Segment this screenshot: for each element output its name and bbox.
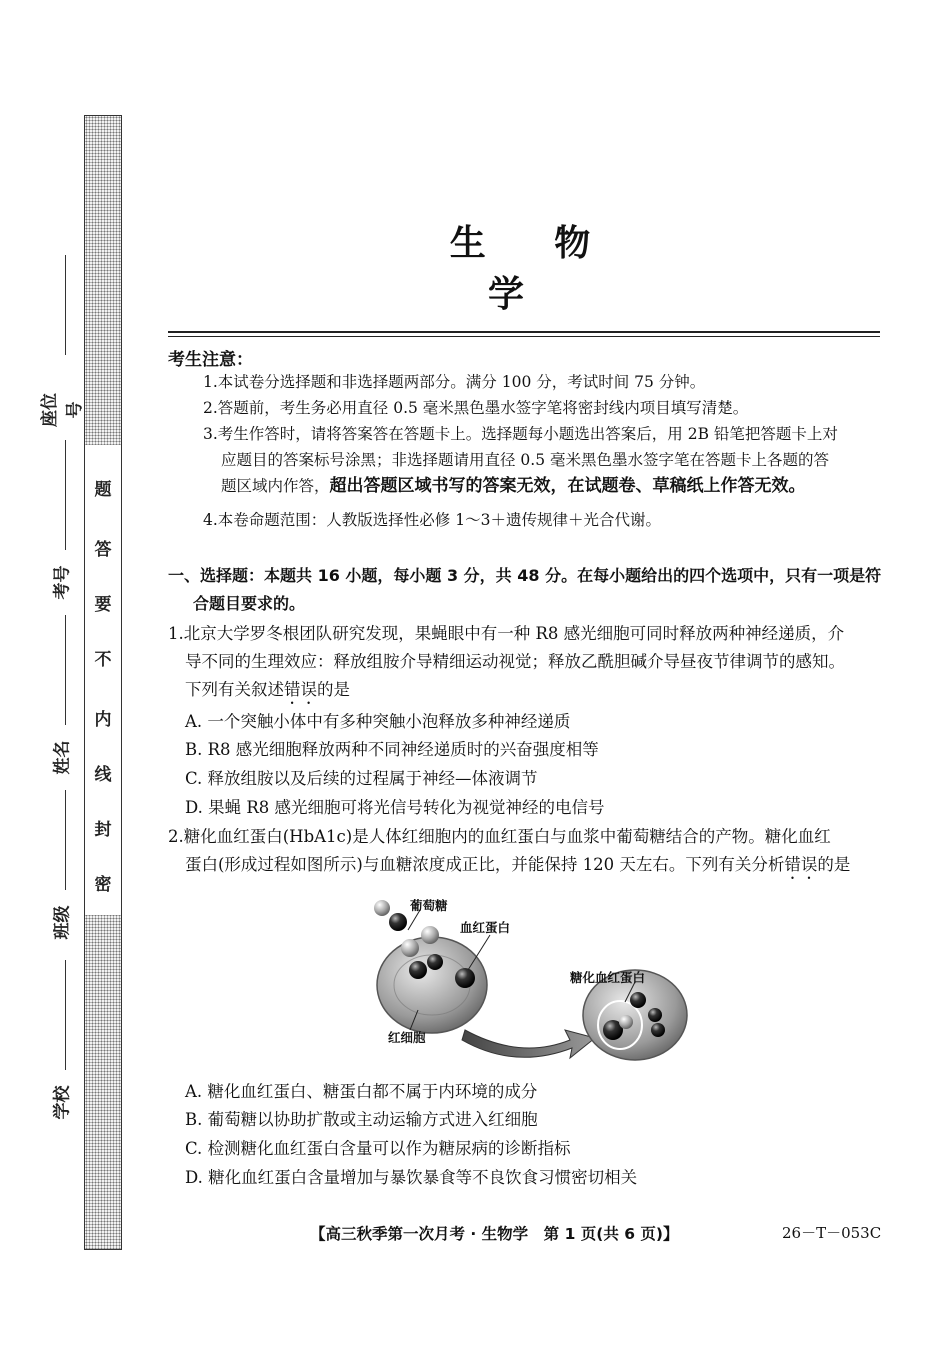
seal-char: 密 xyxy=(94,875,112,895)
class-label: 班级 xyxy=(52,905,73,940)
notice-line-1: 1.本试卷分选择题和非选择题两部分。满分 100 分，考试时间 75 分钟。 xyxy=(203,373,706,391)
seat-number-line[interactable] xyxy=(65,255,66,355)
transformation-arrow-icon xyxy=(462,1030,595,1058)
q1-option-b: B. R8 感光细胞释放两种不同神经递质时的兴奋强度相等 xyxy=(185,740,599,759)
notice-line-3c-bold: 超出答题区域书写的答案无效，在试题卷、草稿纸上作答无效。 xyxy=(329,476,806,496)
notice-line-4: 4.本卷命题范围：人教版选择性必修 1～3＋遗传规律＋光合代谢。 xyxy=(203,511,661,529)
glucose-icon xyxy=(421,926,439,944)
q1-line-1: 1.北京大学罗冬根团队研究发现，果蝇眼中有一种 R8 感光细胞可同时释放两种神经递质，介 xyxy=(168,624,845,643)
seat-number-label: 座位号 xyxy=(40,393,85,427)
glycated-hemoglobin-icon xyxy=(619,1015,633,1029)
school-line[interactable] xyxy=(65,960,66,1070)
q1-option-d: D. 果蝇 R8 感光细胞可将光信号转化为视觉神经的电信号 xyxy=(185,798,605,817)
seal-char: 线 xyxy=(94,765,112,785)
figure-label-glycated: 糖化血红蛋白 xyxy=(570,970,646,985)
q1-option-a: A. 一个突触小体中有多种突触小泡释放多种神经递质 xyxy=(185,712,571,731)
section-heading-line-1: 一、选择题：本题共 16 小题，每小题 3 分，共 48 分。在每小题给出的四个选项中，只有一项是符 xyxy=(168,566,882,585)
q1-option-c: C. 释放组胺以及后续的过程属于神经—体液调节 xyxy=(185,769,538,788)
q2-option-b: B. 葡萄糖以协助扩散或主动运输方式进入红细胞 xyxy=(185,1110,538,1129)
section-heading-line-2: 合题目要求的。 xyxy=(193,594,306,613)
section-heading xyxy=(168,562,883,618)
notice-line-3a: 3.考生作答时，请将答案答在答题卡上。选择题每小题选出答案后，用 2B 铅笔把答题卡上对 xyxy=(203,425,838,443)
seal-char: 不 xyxy=(94,650,112,670)
notice-line-2: 2.答题前，考生务必用直径 0.5 毫米黑色墨水签字笔将密封线内项目填写清楚。 xyxy=(203,399,749,417)
name-line[interactable] xyxy=(65,615,66,725)
notice-line-3c xyxy=(221,476,806,496)
q1-line-3-pre: 下列有关叙述 xyxy=(185,680,284,699)
hemoglobin-icon xyxy=(651,1023,665,1037)
paper-code: 26－T－053C xyxy=(782,1224,882,1242)
exam-number-label: 考号 xyxy=(52,565,73,600)
notice-heading: 考生注意： xyxy=(168,350,253,370)
figure-label-rbc: 红细胞 xyxy=(388,1030,426,1045)
notice-line-3b: 应题目的答案标号涂黑；非选择题请用直径 0.5 毫米黑色墨水签字笔在答题卡上各题的答 xyxy=(221,451,830,469)
hemoglobin-icon xyxy=(427,954,443,970)
seal-box xyxy=(84,445,122,915)
hemoglobin-icon xyxy=(630,992,646,1008)
glucose-icon xyxy=(389,913,407,931)
q2-line-2-pre: 蛋白(形成过程如图所示)与血糖浓度成正比，并能保持 120 天左右。下列有关分析 xyxy=(185,855,785,874)
figure-label-hemoglobin: 血红蛋白 xyxy=(460,920,511,935)
q2-option-a: A. 糖化血红蛋白、糖蛋白都不属于内环境的成分 xyxy=(185,1082,538,1101)
figure-label-glucose: 葡萄糖 xyxy=(410,898,448,913)
seal-char: 封 xyxy=(94,820,112,840)
name-label: 姓名 xyxy=(52,740,73,775)
q1-line-2: 导不同的生理效应：释放组胺介导精细运动视觉；释放乙酰胆碱介导昼夜节律调节的感知。 xyxy=(185,652,845,671)
page-title: 生 物 学 xyxy=(449,223,619,315)
q2-option-c: C. 检测糖化血红蛋白含量可以作为糖尿病的诊断指标 xyxy=(185,1139,571,1158)
hemoglobin-icon xyxy=(455,968,475,988)
q1-line-3 xyxy=(168,676,883,708)
seal-char: 要 xyxy=(94,595,112,615)
school-label: 学校 xyxy=(52,1085,73,1120)
title-rule-bottom xyxy=(168,336,880,337)
q2-line-1: 2.糖化血红蛋白(HbA1c)是人体红细胞内的血红蛋白与血浆中葡萄糖结合的产物。糖化血红 xyxy=(168,827,831,846)
glucose-icon xyxy=(374,900,390,916)
q2-line-2-post: 的是 xyxy=(817,855,851,874)
seal-char: 答 xyxy=(94,540,112,560)
question-2 xyxy=(168,823,883,883)
glycated-hemoglobin-figure xyxy=(370,890,700,1070)
q1-line-3-post: 的是 xyxy=(317,680,350,699)
hemoglobin-icon xyxy=(648,1008,662,1022)
q2-line-2 xyxy=(168,851,883,883)
q2-emphasis-word: 错误 xyxy=(784,855,818,874)
glucose-icon xyxy=(401,939,419,957)
seal-char: 题 xyxy=(94,480,112,500)
exam-number-line[interactable] xyxy=(65,440,66,550)
q1-emphasis-word: 错误 xyxy=(284,680,317,699)
title-rule-top xyxy=(168,331,880,333)
class-line[interactable] xyxy=(65,790,66,890)
question-1 xyxy=(168,620,883,708)
q2-option-d: D. 糖化血红蛋白含量增加与暴饮暴食等不良饮食习惯密切相关 xyxy=(185,1168,638,1187)
seal-char: 内 xyxy=(94,710,112,730)
notice-line-3c-plain: 题区域内作答， xyxy=(221,477,330,495)
page-footer: 【高三秋季第一次月考 · 生物学 第 1 页(共 6 页)】 xyxy=(310,1225,679,1243)
hemoglobin-icon xyxy=(409,961,427,979)
